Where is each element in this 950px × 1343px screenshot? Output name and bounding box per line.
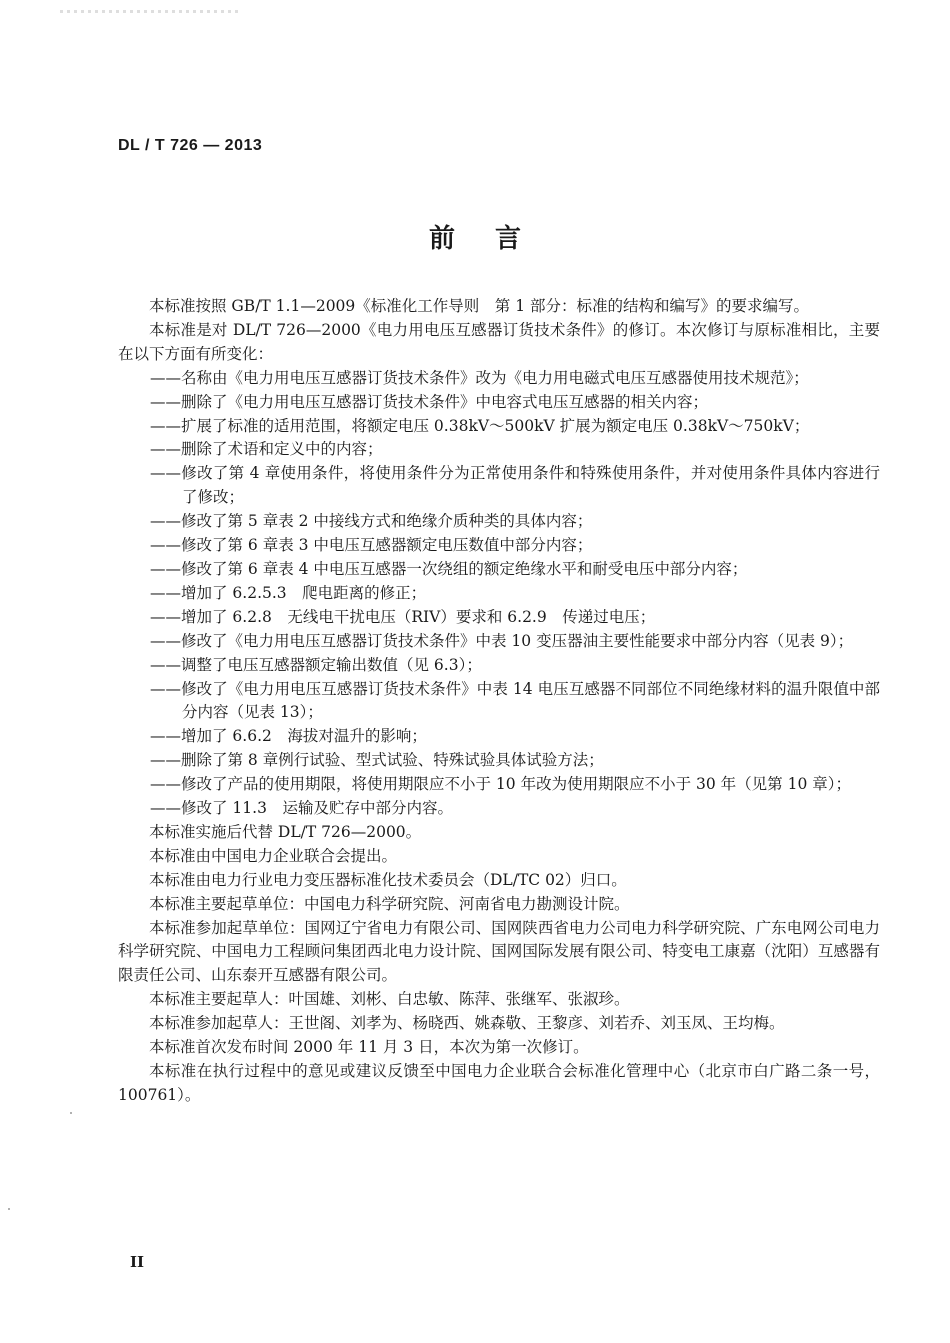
document-code: DL / T 726 — 2013	[118, 137, 263, 154]
scan-speck	[8, 1208, 10, 1210]
paragraph-proposed-by: 本标准由中国电力企业联合会提出。	[149, 846, 398, 865]
change-item: ——删除了术语和定义中的内容；	[150, 440, 383, 459]
change-item: ——增加了 6.2.5.3 爬电距离的修正；	[150, 583, 427, 602]
change-item: ——调整了电压互感器额定输出数值（见 6.3）；	[150, 655, 482, 674]
change-item: ——增加了 6.2.8 无线电干扰电压（RIV）要求和 6.2.9 传递过电压；	[150, 607, 656, 626]
change-item: ——修改了第 4 章使用条件，将使用条件分为正常使用条件和特殊使用条件，并对使用条件具体内容进行了修改；	[150, 464, 880, 507]
change-item: ——增加了 6.6.2 海拔对温升的影响；	[150, 727, 427, 746]
paragraph-compilation-basis: 本标准按照 GB/T 1.1—2009《标准化工作导则 第 1 部分：标准的结构和编写》的要求编写。	[149, 297, 810, 315]
change-item: ——修改了第 5 章表 2 中接线方式和绝缘介质种类的具体内容；	[150, 512, 593, 531]
scan-speck	[70, 1112, 72, 1114]
change-item: ——修改了产品的使用期限，将使用期限应不小于 10 年改为使用期限应不小于 30 年（见第 10 章）；	[150, 775, 851, 794]
change-item: ——修改了第 6 章表 4 中电压互感器一次绕组的额定绝缘水平和耐受电压中部分内容；	[150, 559, 748, 578]
change-item: ——修改了第 6 章表 3 中电压互感器额定电压数值中部分内容；	[150, 536, 593, 555]
paragraph-feedback: 本标准在执行过程中的意见或建议反馈至中国电力企业联合会标准化管理中心（北京市白广路二条一号，100761）。	[118, 1062, 880, 1104]
paragraph-first-release: 本标准首次发布时间 2000 年 11 月 3 日，本次为第一次修订。	[149, 1038, 589, 1057]
paragraph-main-drafting-units: 本标准主要起草单位：中国电力科学研究院、河南省电力勘测设计院。	[149, 894, 630, 913]
paragraph-revision-intro: 本标准是对 DL/T 726—2000《电力用电压互感器订货技术条件》的修订。本次修订与原标准相比，主要在以下方面有所变化：	[118, 320, 880, 363]
change-item: ——修改了《电力用电压互感器订货技术条件》中表 14 电压互感器不同部位不同绝缘材料的温升限值中部分内容（见表 13）；	[150, 679, 880, 722]
scan-artifact	[60, 10, 240, 13]
title-char-1: 前	[428, 224, 455, 254]
change-item: ——修改了《电力用电压互感器订货技术条件》中表 10 变压器油主要性能要求中部分内容（见表 9）；	[150, 631, 854, 650]
title-char-2: 言	[495, 224, 522, 254]
change-item: ——扩展了标准的适用范围，将额定电压 0.38kV～500kV 扩展为额定电压 0.38kV～750kV；	[150, 416, 810, 435]
change-item: ——修改了 11.3 运输及贮存中部分内容。	[150, 799, 453, 818]
preface-body	[118, 295, 880, 1108]
paragraph-replaces: 本标准实施后代替 DL/T 726—2000。	[149, 822, 422, 841]
change-item: ——删除了第 8 章例行试验、型式试验、特殊试验具体试验方法；	[150, 751, 604, 770]
change-item: ——名称由《电力用电压互感器订货技术条件》改为《电力用电磁式电压互感器使用技术规范》；	[150, 368, 809, 387]
page-title	[0, 218, 950, 255]
paragraph-main-drafters: 本标准主要起草人：叶国雄、刘彬、白忠敏、陈萍、张继军、张淑珍。	[149, 990, 630, 1009]
paragraph-under-jurisdiction: 本标准由电力行业电力变压器标准化技术委员会（DL/TC 02）归口。	[149, 870, 627, 889]
change-item: ——删除了《电力用电压互感器订货技术条件》中电容式电压互感器的相关内容；	[150, 392, 709, 411]
page-number: II	[130, 1253, 145, 1271]
paragraph-participating-drafters: 本标准参加起草人：王世阁、刘孝为、杨晓西、姚森敬、王黎彦、刘若乔、刘玉凤、王均梅。	[149, 1014, 785, 1033]
paragraph-participating-units: 本标准参加起草单位：国网辽宁省电力有限公司、国网陕西省电力公司电力科学研究院、广东电网公司电力科学研究院、中国电力工程顾问集团西北电力设计院、国网国际发展有限公司、特变电工康嘉（沈阳）互感器有限责任公司、山东泰开互感器有限公司。	[118, 918, 880, 985]
